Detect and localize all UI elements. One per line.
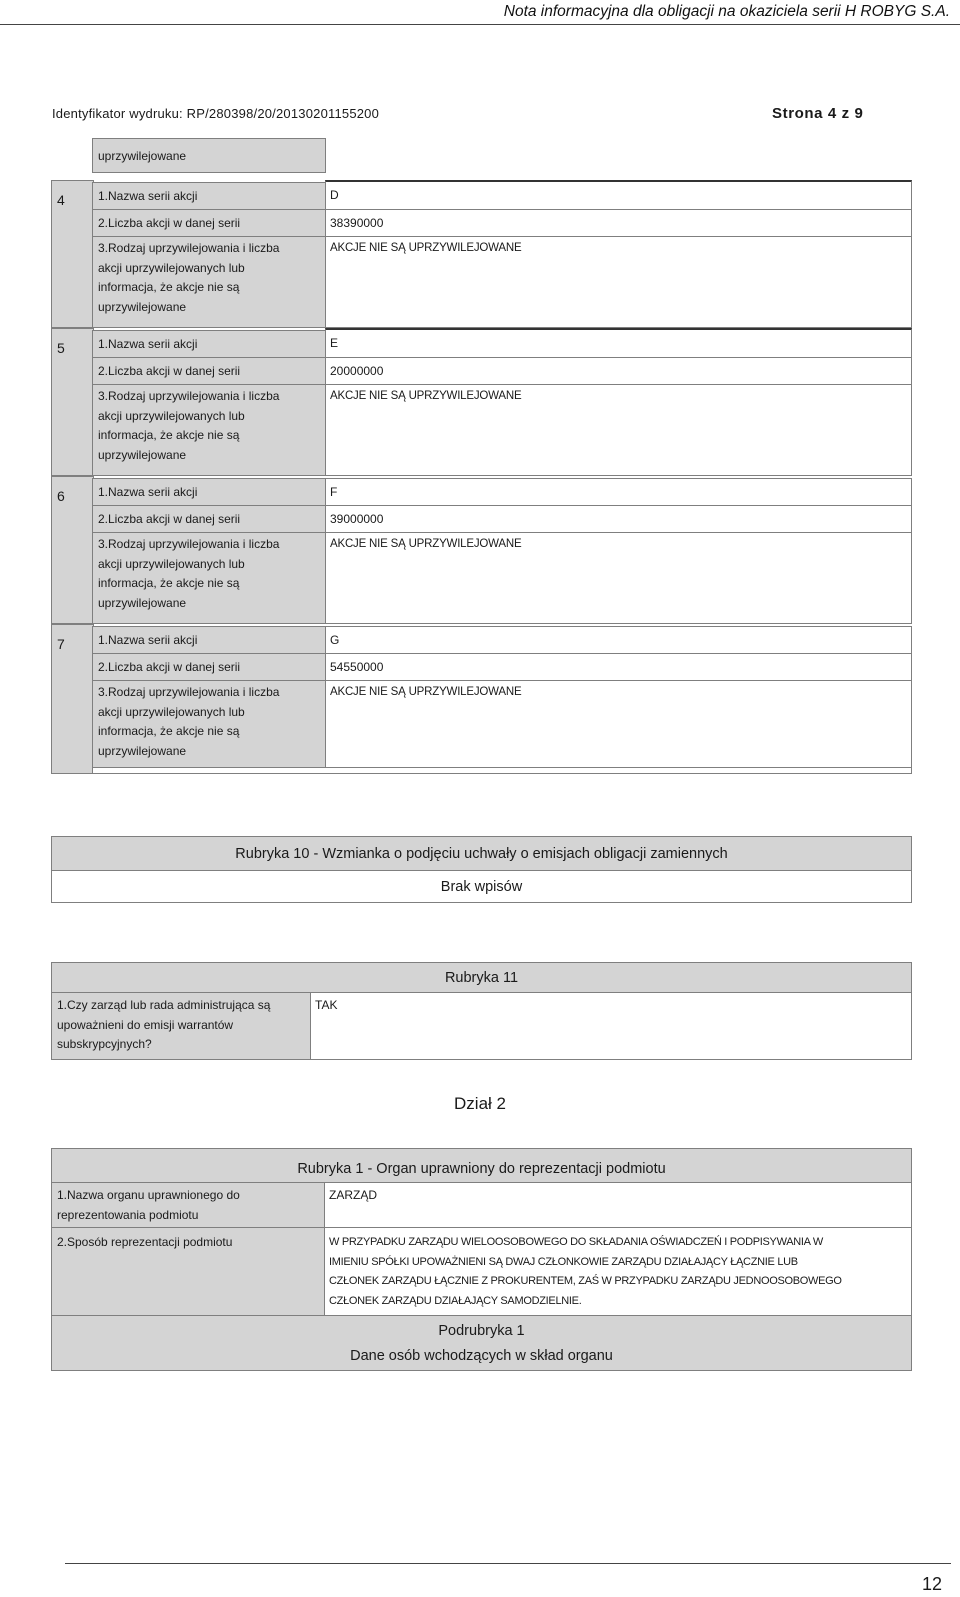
organ-label-line: 1.Nazwa organu uprawnionego do bbox=[57, 1188, 240, 1202]
series-type-value: AKCJE NIE SĄ UPRZYWILEJOWANE bbox=[330, 686, 522, 698]
series-type-label-cell bbox=[92, 680, 326, 768]
organ-label-line: reprezentowania podmiotu bbox=[57, 1207, 199, 1222]
series-type-value-cell bbox=[325, 532, 912, 624]
series-type-label-line: 3.Rodzaj uprzywilejowania i liczba bbox=[98, 685, 280, 699]
series-number: 5 bbox=[57, 340, 65, 356]
series-type-label-line: informacja, że akcje nie są bbox=[98, 428, 240, 442]
series-type-label-line: akcji uprzywilejowanych lub bbox=[98, 260, 245, 275]
series-number-cell bbox=[51, 328, 94, 476]
series-number-cell bbox=[51, 180, 94, 328]
series-count-value-cell bbox=[325, 209, 912, 237]
series-name-value-cell bbox=[325, 478, 912, 506]
rubryka-10-value bbox=[51, 870, 912, 903]
series-name-value-cell bbox=[325, 626, 912, 654]
series-count-label: 2.Liczba akcji w danej serii bbox=[98, 512, 241, 526]
series-type-value-cell bbox=[325, 680, 912, 768]
organ-value-cell bbox=[324, 1182, 912, 1228]
series-number-cell bbox=[51, 476, 94, 624]
method-value-line: CZŁONEK ZARZĄDU DZIAŁAJĄCY SAMODZIELNIE. bbox=[329, 1294, 582, 1307]
print-identifier: Identyfikator wydruku: RP/280398/20/20130201155200 bbox=[52, 106, 380, 121]
series-type-label-line: 3.Rodzaj uprzywilejowania i liczba bbox=[98, 537, 280, 551]
series-count-label-cell bbox=[92, 209, 326, 237]
series-type-value: AKCJE NIE SĄ UPRZYWILEJOWANE bbox=[330, 390, 522, 402]
series-type-label-line: akcji uprzywilejowanych lub bbox=[98, 556, 245, 571]
series-count-label: 2.Liczba akcji w danej serii bbox=[98, 364, 241, 378]
series-type-label-line: akcji uprzywilejowanych lub bbox=[98, 704, 245, 719]
series-type-label-line: uprzywilejowane bbox=[98, 299, 187, 314]
series-name-value: E bbox=[330, 336, 339, 350]
series-number-cell bbox=[51, 624, 94, 774]
series-count-label-cell bbox=[92, 505, 326, 533]
rubryka-11-answer-cell bbox=[310, 992, 912, 1060]
organ-label-cell bbox=[51, 1182, 325, 1228]
method-label: 2.Sposób reprezentacji podmiotu bbox=[57, 1235, 233, 1249]
page-of-indicator: Strona 4 z 9 bbox=[772, 105, 864, 122]
rubryka-11-answer: TAK bbox=[315, 998, 338, 1012]
method-value-line: IMIENIU SPÓŁKI UPOWAŻNIENI SĄ DWAJ CZŁONKOWIE ZARZĄDU DZIAŁAJĄCY ŁĄCZNIE LUB bbox=[329, 1255, 798, 1268]
series-name-label: 1.Nazwa serii akcji bbox=[98, 189, 198, 203]
footer-divider bbox=[65, 1563, 951, 1564]
rubryka-11-question-line: upoważnieni do emisji warrantów bbox=[57, 1017, 234, 1032]
rubryka-10-title-text: Rubryka 10 - Wzmianka o podjęciu uchwały o emisjach obligacji zamiennych bbox=[235, 846, 728, 862]
series-type-label-line: informacja, że akcje nie są bbox=[98, 280, 240, 294]
organ-value: ZARZĄD bbox=[329, 1188, 377, 1202]
method-value-line: W PRZYPADKU ZARZĄDU WIELOOSOBOWEGO DO SKŁADANIA OŚWIADCZEŃ I PODPISYWANIA W bbox=[329, 1236, 823, 1248]
rubryka-11-question-line: subskrypcyjnych? bbox=[57, 1037, 152, 1051]
series-type-label-line: akcji uprzywilejowanych lub bbox=[98, 408, 245, 423]
series-type-label-line: 3.Rodzaj uprzywilejowania i liczba bbox=[98, 389, 280, 403]
rubryka-11-title bbox=[51, 962, 912, 993]
rubryka-11-question-line: 1.Czy zarząd lub rada administrująca są bbox=[57, 998, 271, 1012]
series-name-label-cell bbox=[92, 626, 326, 654]
rubryka-10-title bbox=[51, 836, 912, 871]
series-name-value-cell bbox=[325, 180, 912, 210]
podrubryka-1-subtitle: Dane osób wchodzących w skład organu bbox=[350, 1348, 613, 1364]
series-type-label-line: uprzywilejowane bbox=[98, 743, 187, 758]
continued-label-cell bbox=[92, 138, 326, 173]
series-name-label: 1.Nazwa serii akcji bbox=[98, 633, 198, 647]
series-count-value: 54550000 bbox=[330, 660, 384, 674]
series-type-value-cell bbox=[325, 384, 912, 476]
series-count-label-cell bbox=[92, 357, 326, 385]
series-count-label: 2.Liczba akcji w danej serii bbox=[98, 216, 241, 230]
series-number: 6 bbox=[57, 488, 65, 504]
series-count-value-cell bbox=[325, 357, 912, 385]
series-type-value-cell bbox=[325, 236, 912, 328]
series-type-label-cell bbox=[92, 384, 326, 476]
series-count-value-cell bbox=[325, 653, 912, 681]
series-name-value: F bbox=[330, 485, 338, 499]
series-type-label-line: informacja, że akcje nie są bbox=[98, 576, 240, 590]
page-header bbox=[0, 0, 960, 25]
series-number: 4 bbox=[57, 192, 65, 208]
method-value-cell bbox=[324, 1227, 912, 1316]
series-name-label: 1.Nazwa serii akcji bbox=[98, 337, 198, 351]
series-name-label: 1.Nazwa serii akcji bbox=[98, 485, 198, 499]
rubryka-1-title bbox=[51, 1148, 912, 1183]
series-number: 7 bbox=[57, 636, 65, 652]
series-type-value: AKCJE NIE SĄ UPRZYWILEJOWANE bbox=[330, 242, 522, 254]
series-type-label-cell bbox=[92, 532, 326, 624]
series-count-value: 38390000 bbox=[330, 216, 384, 230]
series-count-value-cell bbox=[325, 505, 912, 533]
series-count-value: 20000000 bbox=[330, 364, 384, 378]
series-name-value: G bbox=[330, 633, 340, 647]
series-count-value: 39000000 bbox=[330, 512, 384, 526]
series-count-label: 2.Liczba akcji w danej serii bbox=[98, 660, 241, 674]
table-bottom-border bbox=[92, 767, 912, 774]
series-name-value-cell bbox=[325, 328, 912, 358]
rubryka-1-title-text: Rubryka 1 - Organ uprawniony do reprezentacji podmiotu bbox=[297, 1161, 666, 1177]
method-label-cell bbox=[51, 1227, 325, 1316]
document-title: Nota informacyjna dla obligacji na okaziciela serii H ROBYG S.A. bbox=[503, 3, 950, 20]
rubryka-10-value-text: Brak wpisów bbox=[440, 879, 523, 895]
method-value-line: CZŁONEK ZARZĄDU ŁĄCZNIE Z PROKURENTEM, ZAŚ W PRZYPADKU ZARZĄDU JEDNOOSOBOWEGO bbox=[329, 1275, 842, 1287]
series-name-label-cell bbox=[92, 330, 326, 358]
series-name-value: D bbox=[330, 188, 339, 202]
podrubryka-1-head bbox=[51, 1315, 912, 1371]
series-name-label-cell bbox=[92, 478, 326, 506]
series-name-label-cell bbox=[92, 182, 326, 210]
series-type-label-line: uprzywilejowane bbox=[98, 595, 187, 610]
series-count-label-cell bbox=[92, 653, 326, 681]
series-type-label-line: 3.Rodzaj uprzywilejowania i liczba bbox=[98, 241, 280, 255]
podrubryka-1-title: Podrubryka 1 bbox=[438, 1323, 525, 1339]
continued-label: uprzywilejowane bbox=[98, 149, 187, 163]
series-type-label-cell bbox=[92, 236, 326, 328]
series-type-label-line: informacja, że akcje nie są bbox=[98, 724, 240, 738]
rubryka-11-question-cell bbox=[51, 992, 311, 1060]
rubryka-11-title-text: Rubryka 11 bbox=[444, 970, 519, 986]
series-type-label-line: uprzywilejowane bbox=[98, 447, 187, 462]
series-type-value: AKCJE NIE SĄ UPRZYWILEJOWANE bbox=[330, 538, 522, 550]
dzial-heading: Dział 2 bbox=[454, 1094, 506, 1113]
page-number: 12 bbox=[921, 1574, 942, 1594]
